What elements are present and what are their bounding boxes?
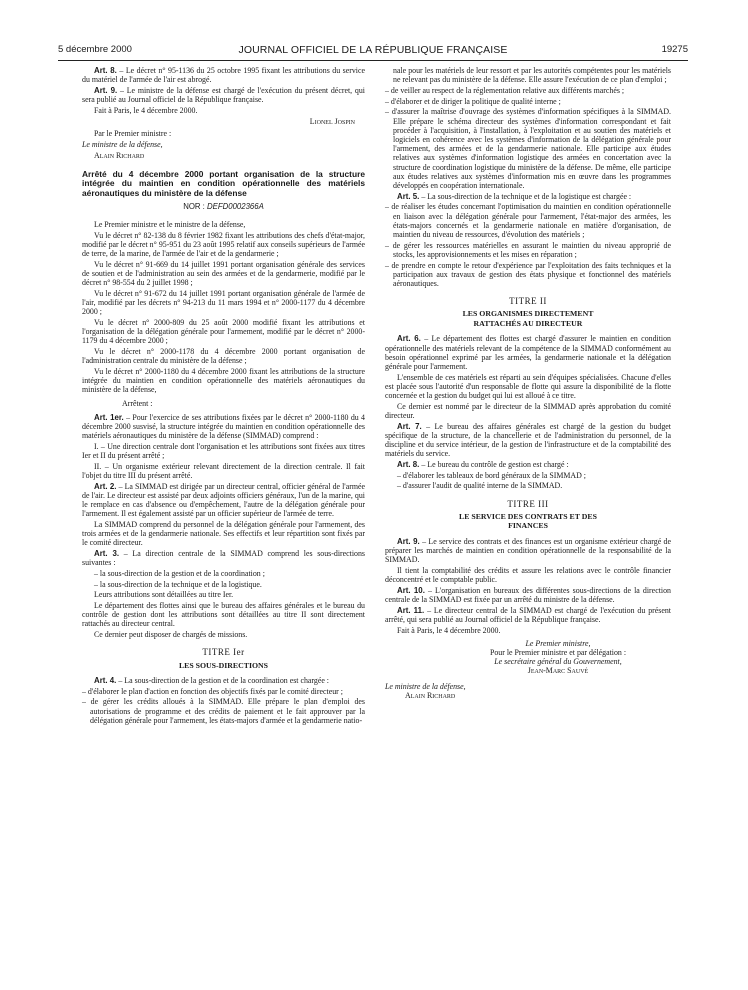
article-4: Art. 4. – La sous-direction de la gestion et de la coordination est chargée :: [94, 676, 329, 686]
article-8: Art. 8. – Le décret n° 95-1136 du 25 octobre 1995 fixant les attributions du service du matériel de l'armée de l'air est abrogé.: [82, 66, 365, 85]
article-1: Art. 1er. – Pour l'exercice de ses attributions fixées par le décret n° 2000-1180 du 4 décembre 2000 susvisé, la structure intégrée du maintien en condition opérationnelle des matériels aéronautiques du ministère de la défense (SIMMAD) comprend :: [82, 412, 365, 441]
vu-item: Vu le décret n° 91-672 du 14 juillet 1991 portant organisation générale de l'armée de l'air, modifié par les décrets n° 94-213 du 11 mars 1994 et n° 2000-1177 du 4 décembre 2000 ;: [82, 288, 365, 317]
article-1-i: I. – Une direction centrale dont l'organisation et les attributions sont fixées aux titres Ier et II du présent arrêté ;: [82, 441, 365, 460]
left-column: [82, 66, 365, 727]
nor-reference: NOR : DEFD0002366A: [183, 201, 264, 211]
article-1-ii: II. – Un organisme extérieur relevant directement de la direction centrale. Il fait l'objet du titre III du présent arrêté.: [82, 461, 365, 480]
article-8-right: Art. 8. – Le bureau du contrôle de gestion est chargé :: [397, 460, 569, 470]
signature-pm: Lionel Jospin: [309, 117, 355, 127]
sg-label: Le secrétaire général du Gouvernement,: [494, 657, 622, 667]
vu-item: Vu le décret n° 82-138 du 8 février 1982 fixant les attributions des chefs d'état-major, modifié par le décret n° 95-951 du 23 août 1995 relatif aux conseils supérieurs de l'armée de terre, de la marine, de l'armée de l'air et de la gendarmerie ;: [82, 230, 365, 258]
article-2-p2: La SIMMAD comprend du personnel de la délégation générale pour l'armement, des trois armées et de la gendarmerie nationale. Ses effectifs et leur répartition sont fixés par le comité directeur.: [82, 519, 365, 548]
titre-3: TITRE III: [507, 498, 549, 509]
list-item: – de gérer les ressources matérielles en assurant le maintien du niveau approprié de stocks, les approvisionnements et les mises en réparation ;: [385, 240, 671, 259]
list-item: – d'élaborer les tableaux de bord généraux de la SIMMAD ;: [397, 470, 586, 480]
article-9-right: Art. 9. – Le service des contrats et des finances est un organisme extérieur chargé de préparer les marchés de maintien en condition opérationnelle de la responsabilité de la SIMMAD.: [385, 536, 671, 565]
article-3-p4: Ce dernier peut disposer de chargés de missions.: [94, 630, 248, 640]
list-item: – d'assurer l'audit de qualité interne de la SIMMAD.: [397, 481, 563, 491]
list-item: – d'élaborer le plan d'action en fonction des objectifs fixés par le comité directeur ;: [82, 686, 343, 696]
list-item: – de réaliser les études concernant l'optimisation du maintien en condition opérationnelle en liaison avec la délégation générale pour l'armement, l'état-major des armées, les états-majors concernés et la gendarmerie nationale en matière d'organisation, de maintien du niveau de ressources, d'évolution des matériels ;: [385, 202, 671, 239]
page-number: 19275: [661, 44, 688, 55]
list-item: – la sous-direction de la technique et de la logistique.: [94, 579, 262, 589]
article-6: Art. 6. – Le département des flottes est chargé d'assurer le maintien en condition opérationnelle des matériels relevant de la compétence de la SIMMAD conformément au besoin opérationnel exprimé par les armées, la gendarmerie nationale et la délégation générale pour l'armement.: [385, 334, 671, 371]
vu-item: Le Premier ministre et le ministre de la défense,: [94, 219, 246, 229]
list-item: – la sous-direction de la gestion et de la coordination ;: [94, 568, 265, 578]
ministre-defense-label: Le ministre de la défense,: [82, 139, 163, 149]
arretent: Arrêtent :: [122, 399, 153, 409]
decree-title: Arrêté du 4 décembre 2000 portant organisation de la structure intégrée du maintien en condition opérationnelle des matériels aéronautiques du ministère de la défense: [82, 168, 365, 199]
article-2: Art. 2. – La SIMMAD est dirigée par un directeur central, officier général de l'armée de l'air. Le directeur est assisté par deux adjoints officiers généraux, l'un de la marine, qui le remplace en cas d'absence ou d'empêchement, l'autre de la délégation générale pour l'armement. Il est également assisté par un officier supérieur de l'armée de terre.: [82, 481, 365, 519]
article-9: Art. 9. – Le ministre de la défense est chargé de l'exécution du présent décret, qui sera publié au Journal officiel de la République française.: [82, 85, 365, 105]
vu-item: Vu le décret n° 2000-1180 du 4 décembre 2000 fixant les attributions de la structure intégrée du maintien en condition opérationnelle des matériels aéronautiques du ministère de la défense,: [82, 366, 365, 395]
pm-delegation: Pour le Premier ministre et par délégation :: [489, 648, 627, 658]
list-item: – d'assurer la maîtrise d'ouvrage des systèmes d'information spécifiques à la SIMMAD. Elle prépare le schéma directeur des systèmes d'information correspondant et fait procéder à l'acquisition, à l'installation, à l'exploitation et au soutien des matériels et logiciels en cohérence avec les systèmes d'information de la délégation générale pour l'armement, des armées et de la gendarmerie nationale. Elle participe aux études relatives aux systèmes d'information logistique des armées en concertation avec la structure de coordination logistique du ministère de la défense. De même, elle participe aux études relatives aux systèmes d'information mis en œuvre dans les programmes développés en coopération internationale.: [385, 107, 671, 190]
titre-1-subtitle: LES SOUS-DIRECTIONS: [178, 660, 269, 670]
ministre-defense-label-right: Le ministre de la défense,: [385, 681, 466, 691]
titre-3-subtitle: LE SERVICE DES CONTRATS ET DES FINANCES: [459, 511, 597, 531]
list-item: – d'élaborer et de diriger la politique de qualité interne ;: [385, 96, 561, 106]
signature-block: [385, 639, 671, 700]
journal-title: JOURNAL OFFICIEL DE LA RÉPUBLIQUE FRANÇAISE: [238, 44, 508, 56]
vu-item: Vu le décret n° 2000-809 du 25 août 2000 modifié fixant les attributions et l'organisation de la délégation générale pour l'armement, modifié par le décret n° 2000-1179 du 4 décembre 2000 ;: [82, 317, 365, 346]
vu-item: Vu le décret n° 91-669 du 14 juillet 1991 portant organisation générale des services de soutien et de l'administration au sein des armées et de la gendarmerie, modifié par le décret n° 98-554 du 2 juillet 1998 ;: [82, 259, 365, 288]
article-10: Art. 10. – L'organisation en bureaux des différentes sous-directions de la direction centrale de la SIMMAD est fixée par un arrêté du ministre de la défense.: [385, 585, 671, 605]
article-3-p3: Le département des flottes ainsi que le bureau des affaires générales et le bureau du contrôle de gestion dont les attributions sont détaillées au titre II sont directement rattachés au directeur central.: [82, 601, 365, 629]
list-item: – de gérer les crédits alloués à la SIMMAD. Elle prépare le plan d'emploi des autorisations de programme et des crédits de paiement et le fait approuver par la délégation générale pour l'armement, les états-majors d'armée et la gendarmerie natio-: [82, 697, 365, 725]
right-column: [385, 66, 671, 700]
article-7: Art. 7. – Le bureau des affaires générales est chargé de la gestion du budget spécifique de la structure, de la chancellerie et de l'administration du personnel, de la discipline et du service intérieur, de la gestion de l'infrastructure et de la comptabilité des matériels du service.: [385, 421, 671, 459]
article-9-p2: Il tient la comptabilité des crédits et assure les relations avec le contrôle financier déconcentré et le comptable public.: [385, 565, 671, 585]
titre-1: TITRE Ier: [202, 647, 245, 658]
pm-label: Le Premier ministre,: [525, 638, 591, 648]
signature-minister: Alain Richard: [94, 150, 145, 160]
fait-a-paris: Fait à Paris, le 4 décembre 2000.: [94, 105, 198, 115]
titre-2: TITRE II: [509, 296, 547, 307]
header-date: 5 décembre 2000: [58, 44, 132, 55]
article-11: Art. 11. – Le directeur central de la SIMMAD est chargé de l'exécution du présent arrêté, qui sera publié au Journal officiel de la République française.: [385, 605, 671, 624]
header-rule: [58, 60, 688, 61]
article-3-p2: Leurs attributions sont détaillées au titre Ier.: [94, 590, 234, 600]
list-item: – de veiller au respect de la réglementation relative aux différents marchés ;: [385, 85, 625, 95]
continued-text: nale pour les matériels de leur ressort et par les autorités compétentes pour les matériels ne relevant pas du ministère de la défense. Elle assure l'exécution de ce plan d'emploi ;: [393, 66, 671, 85]
sg-signature: Jean-Marc Sauvé: [527, 666, 589, 676]
minister-signature-right: Alain Richard: [405, 690, 456, 700]
article-3: Art. 3. – La direction centrale de la SIMMAD comprend les sous-directions suivantes :: [82, 549, 365, 568]
fait-a-paris-right: Fait à Paris, le 4 décembre 2000.: [397, 625, 501, 635]
article-6-p3: Ce dernier est nommé par le directeur de la SIMMAD après approbation du comité directeur.: [385, 401, 671, 420]
titre-2-subtitle: LES ORGANISMES DIRECTEMENT RATTACHÉS AU DIRECTEUR: [462, 309, 594, 328]
article-6-p2: L'ensemble de ces matériels est réparti au sein d'équipes spécialisées. Chacune d'elles est placée sous l'autorité d'un responsable de flotte qui assure la disponibilité de la flotte concernée et la gestion du budget qui lui est alloué à ce titre.: [385, 372, 671, 401]
page-header: [58, 44, 688, 58]
list-item: – de prendre en compte le retour d'expérience par l'exploitation des faits techniques et la participation aux travaux de gestion des états physique et fonctionnel des matériels aéronautiques.: [385, 260, 671, 288]
vu-item: Vu le décret n° 2000-1178 du 4 décembre 2000 portant organisation de l'administration centrale du ministère de la défense ;: [82, 346, 365, 366]
par-le-premier-ministre: Par le Premier ministre :: [94, 129, 172, 139]
article-5: Art. 5. – La sous-direction de la technique et de la logistique est chargée :: [397, 191, 632, 201]
